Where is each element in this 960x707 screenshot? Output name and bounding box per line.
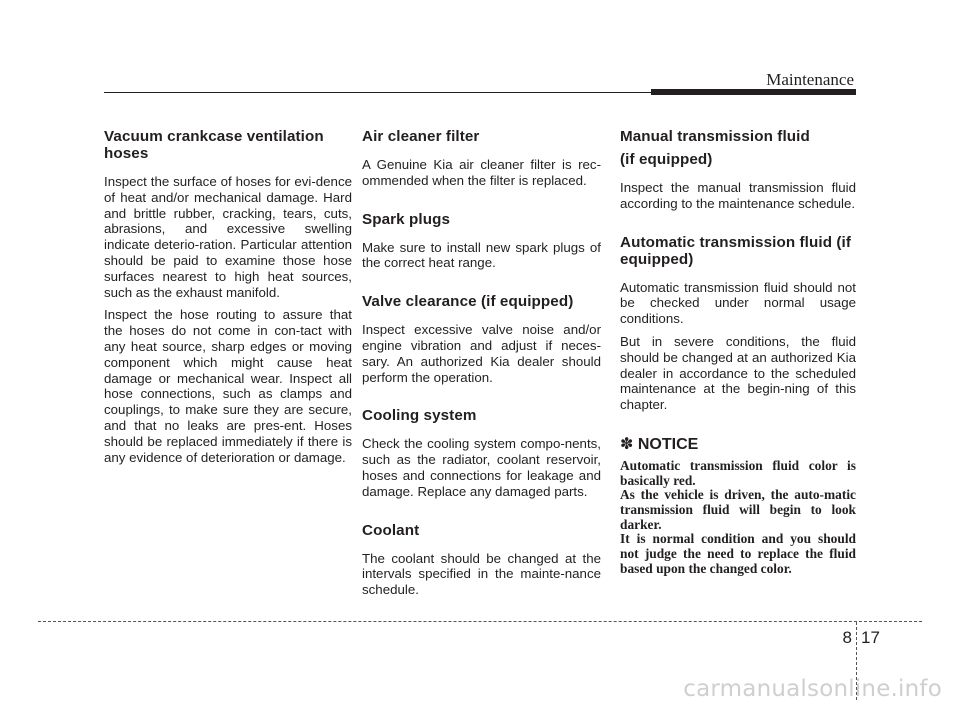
- notice-line-color: Automatic transmission fluid color is basically red.: [620, 457, 856, 488]
- column-left: [104, 128, 352, 465]
- paragraph-coolant: The coolant should be changed at the intervals specified in the mainte-nance schedule.: [362, 550, 601, 598]
- paragraph-hose-routing: Inspect the hose routing to assure that the hoses do not come in con-tact with any heat source, sharp edges or moving component which might cause heat damage or mechanical wear. Inspect all hose connections, such as clamps and couplings, to make sure they are secure, and that no leaks are pres-ent. Hoses should be replaced immediately if there is any evidence of deterioration or damage.: [104, 307, 352, 465]
- footer-rule: [38, 621, 922, 622]
- header-rule: [104, 92, 651, 93]
- paragraph-severe-conditions: But in severe conditions, the fluid should be changed at an authorized Kia dealer in accordance to the scheduled maintenance at the begin-ning of this chapter.: [620, 333, 856, 413]
- column-middle: [362, 128, 601, 598]
- paragraph-air-cleaner: A Genuine Kia air cleaner filter is rec-ommended when the filter is replaced.: [362, 157, 601, 188]
- paragraph-manual-transmission: Inspect the manual transmission fluid according to the maintenance schedule.: [620, 180, 856, 211]
- notice-star-icon: ✽: [620, 435, 634, 453]
- page-header-title: Maintenance: [766, 70, 854, 89]
- footer-chapter-number: 8: [842, 628, 852, 647]
- section-title-manual-transmission: Manual transmission fluid: [620, 128, 810, 145]
- section-title-automatic-transmission: Automatic transmission fluid (if equipped): [620, 233, 852, 268]
- watermark: carmanualsonline.info: [683, 676, 942, 702]
- section-title-spark-plugs: Spark plugs: [362, 210, 451, 228]
- section-title-air-cleaner: Air cleaner filter: [362, 128, 480, 145]
- notice-line-darker: As the vehicle is driven, the auto-matic transmission fluid will begin to look darker.: [620, 487, 856, 532]
- paragraph-spark-plugs: Make sure to install new spark plugs of the correct heat range.: [362, 239, 601, 271]
- paragraph-hose-surface: Inspect the surface of hoses for evi-dence of heat and/or mechanical damage. Hard and brittle rubber, cracking, tears, cuts, abrasions, and excessive swelling indicate deterio-ration. Particular attention should be paid to examine those hose surfaces nearest to high heat sources, such as the exhaust manifold.: [104, 174, 352, 300]
- section-title-cooling-system: Cooling system: [362, 407, 477, 425]
- notice-label: NOTICE: [637, 435, 699, 453]
- section-title-manual-transmission-qualifier: (if equipped): [620, 151, 713, 168]
- section-title-vacuum-hoses: Vacuum crankcase ventilation hoses: [104, 128, 324, 162]
- column-right: [620, 128, 856, 577]
- footer-page-number: 17: [861, 628, 880, 647]
- paragraph-cooling-system: Check the cooling system compo-nents, such as the radiator, coolant reservoir, hoses and connections for leakage and damage. Replace any damaged parts.: [362, 436, 601, 499]
- notice-heading: [620, 434, 856, 454]
- section-title-coolant: Coolant: [362, 521, 420, 539]
- notice-line-normal: It is normal condition and you should not judge the need to replace the fluid based upon the changed color.: [620, 531, 856, 576]
- paragraph-automatic-transmission: Automatic transmission fluid should not be checked under normal usage conditions.: [620, 279, 856, 327]
- header-bar: [651, 89, 856, 95]
- section-title-valve-clearance: Valve clearance (if equipped): [362, 293, 574, 311]
- paragraph-valve-clearance: Inspect excessive valve noise and/or engine vibration and adjust if neces-sary. An authorized Kia dealer should perform the operation.: [362, 322, 601, 385]
